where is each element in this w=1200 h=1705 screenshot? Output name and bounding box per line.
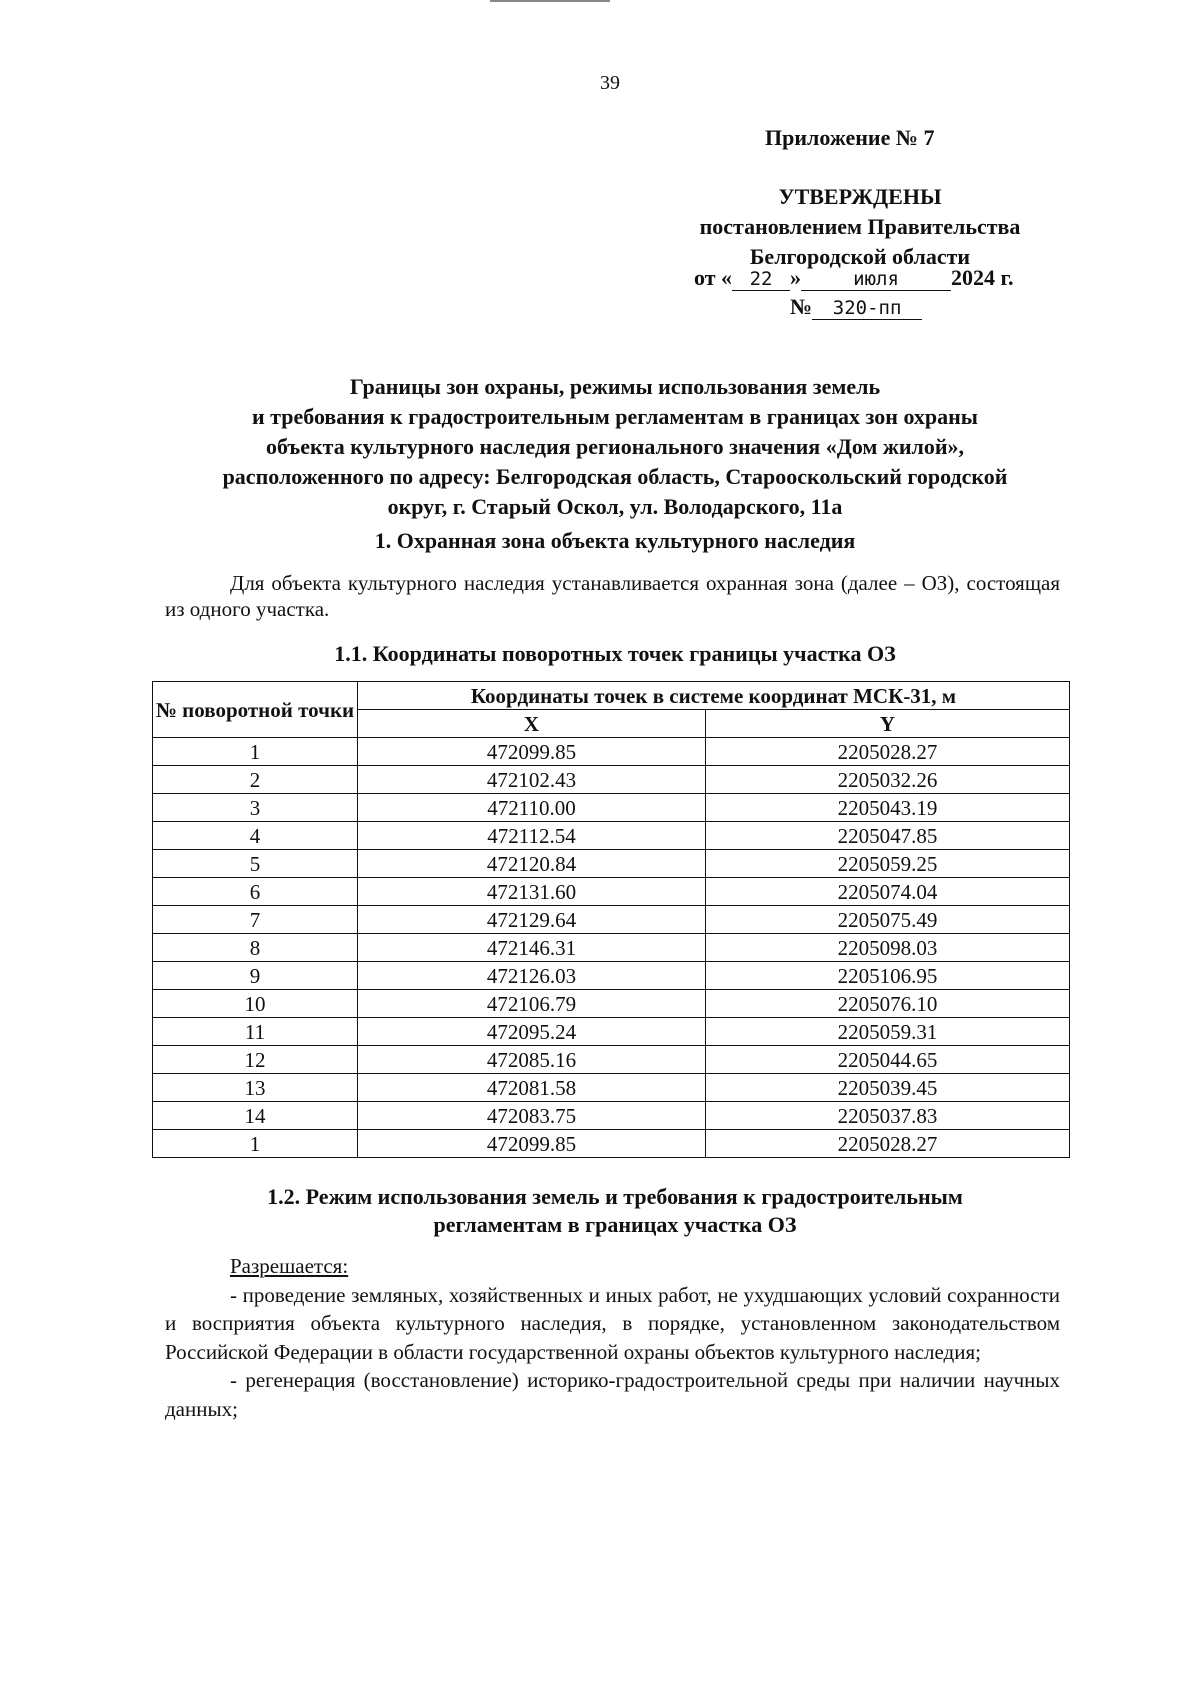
- cell-x: 472081.58: [358, 1074, 706, 1102]
- date-month: июля: [801, 268, 951, 291]
- title-line: расположенного по адресу: Белгородская область, Старооскольский городской: [222, 464, 1008, 489]
- cell-y: 2205074.04: [706, 878, 1070, 906]
- table-row: [153, 934, 1070, 962]
- approval-date: [694, 265, 1014, 291]
- title-line: Границы зон охраны, режимы использования земель: [349, 374, 881, 399]
- approval-block: [660, 182, 1060, 272]
- date-prefix: от «: [694, 265, 733, 290]
- approved-by-line2: Белгородской области: [749, 244, 971, 269]
- cell-x: 472106.79: [358, 990, 706, 1018]
- cell-point: 13: [153, 1074, 358, 1102]
- allowed-item: - проведение земляных, хозяйственных и иных работ, не ухудшающих условий сохранности и восприятия объекта культурного наследия, в порядке, установленном законодательством Российской Федерации в области государственной охраны объектов культурного наследия;: [165, 1282, 1060, 1364]
- appendix-label: Приложение № 7: [765, 125, 935, 150]
- heading-line: 1.2. Режим использования земель и требования к градостроительным: [267, 1184, 963, 1209]
- table-row: [153, 1130, 1070, 1158]
- col-header-point: № поворотной точки: [153, 682, 358, 738]
- table-row: [153, 1018, 1070, 1046]
- section-1-2-heading: [150, 1183, 1080, 1239]
- cell-x: 472129.64: [358, 906, 706, 934]
- cell-x: 472099.85: [358, 1130, 706, 1158]
- cell-y: 2205028.27: [706, 1130, 1070, 1158]
- col-header-coords: Координаты точек в системе координат МСК-31, м: [358, 682, 1070, 710]
- table-row: [153, 906, 1070, 934]
- cell-x: 472095.24: [358, 1018, 706, 1046]
- cell-point: 5: [153, 850, 358, 878]
- cell-point: 4: [153, 822, 358, 850]
- table-row: [153, 878, 1070, 906]
- approved-by-line1: постановлением Правительства: [699, 214, 1021, 239]
- cell-x: 472120.84: [358, 850, 706, 878]
- cell-x: 472112.54: [358, 822, 706, 850]
- cell-y: 2205059.25: [706, 850, 1070, 878]
- section-1-1-heading: 1.1. Координаты поворотных точек границы участка ОЗ: [334, 641, 896, 666]
- number-value: 320-пп: [812, 297, 922, 320]
- number-prefix: №: [790, 294, 813, 319]
- cell-point: 8: [153, 934, 358, 962]
- date-day: 22: [732, 268, 790, 291]
- cell-y: 2205106.95: [706, 962, 1070, 990]
- cell-point: 7: [153, 906, 358, 934]
- date-year: 2024 г.: [951, 265, 1014, 290]
- cell-y: 2205047.85: [706, 822, 1070, 850]
- coordinates-table: [152, 681, 1070, 1158]
- scan-artifact-line: [490, 0, 610, 2]
- cell-y: 2205032.26: [706, 766, 1070, 794]
- cell-x: 472146.31: [358, 934, 706, 962]
- document-title: [150, 372, 1080, 522]
- page-number: 39: [600, 72, 620, 94]
- table-row: [153, 1102, 1070, 1130]
- date-mid: »: [790, 265, 802, 290]
- cell-point: 12: [153, 1046, 358, 1074]
- cell-point: 9: [153, 962, 358, 990]
- cell-x: 472102.43: [358, 766, 706, 794]
- cell-y: 2205028.27: [706, 738, 1070, 766]
- cell-point: 1: [153, 1130, 358, 1158]
- section-1-2-text: [165, 1252, 1060, 1423]
- cell-x: 472083.75: [358, 1102, 706, 1130]
- cell-x: 472099.85: [358, 738, 706, 766]
- table-row: [153, 990, 1070, 1018]
- approved-label: УТВЕРЖДЕНЫ: [778, 184, 942, 209]
- col-header-x: X: [358, 710, 706, 738]
- table-row: [153, 738, 1070, 766]
- cell-y: 2205076.10: [706, 990, 1070, 1018]
- table-row: [153, 850, 1070, 878]
- table-row: [153, 1046, 1070, 1074]
- table-row: [153, 962, 1070, 990]
- table-row: [153, 822, 1070, 850]
- cell-point: 6: [153, 878, 358, 906]
- cell-y: 2205037.83: [706, 1102, 1070, 1130]
- cell-point: 14: [153, 1102, 358, 1130]
- cell-y: 2205075.49: [706, 906, 1070, 934]
- table-row: [153, 766, 1070, 794]
- allowed-item: - регенерация (восстановление) историко-градостроительной среды при наличии научных данных;: [165, 1368, 1060, 1421]
- cell-y: 2205098.03: [706, 934, 1070, 962]
- title-line: и требования к градостроительным регламентам в границах зон охраны: [252, 404, 978, 429]
- cell-point: 1: [153, 738, 358, 766]
- title-line: объекта культурного наследия регионального значения «Дом жилой»,: [265, 434, 965, 459]
- cell-point: 2: [153, 766, 358, 794]
- cell-x: 472110.00: [358, 794, 706, 822]
- section-1-paragraph: Для объекта культурного наследия устанавливается охранная зона (далее – ОЗ), состоящая из одного участка.: [165, 571, 1060, 621]
- allowed-label: Разрешается:: [230, 1254, 349, 1278]
- cell-x: 472126.03: [358, 962, 706, 990]
- heading-line: регламентам в границах участка ОЗ: [433, 1212, 797, 1237]
- col-header-y: Y: [706, 710, 1070, 738]
- cell-x: 472085.16: [358, 1046, 706, 1074]
- title-line: округ, г. Старый Оскол, ул. Володарского, 11а: [387, 494, 843, 519]
- cell-y: 2205039.45: [706, 1074, 1070, 1102]
- cell-point: 11: [153, 1018, 358, 1046]
- cell-y: 2205043.19: [706, 794, 1070, 822]
- cell-point: 3: [153, 794, 358, 822]
- table-row: [153, 1074, 1070, 1102]
- cell-y: 2205059.31: [706, 1018, 1070, 1046]
- cell-x: 472131.60: [358, 878, 706, 906]
- section-1-text: [165, 570, 1060, 622]
- cell-point: 10: [153, 990, 358, 1018]
- section-1-heading: 1. Охранная зона объекта культурного наследия: [374, 528, 856, 553]
- approval-number: [790, 294, 922, 320]
- table-row: [153, 794, 1070, 822]
- cell-y: 2205044.65: [706, 1046, 1070, 1074]
